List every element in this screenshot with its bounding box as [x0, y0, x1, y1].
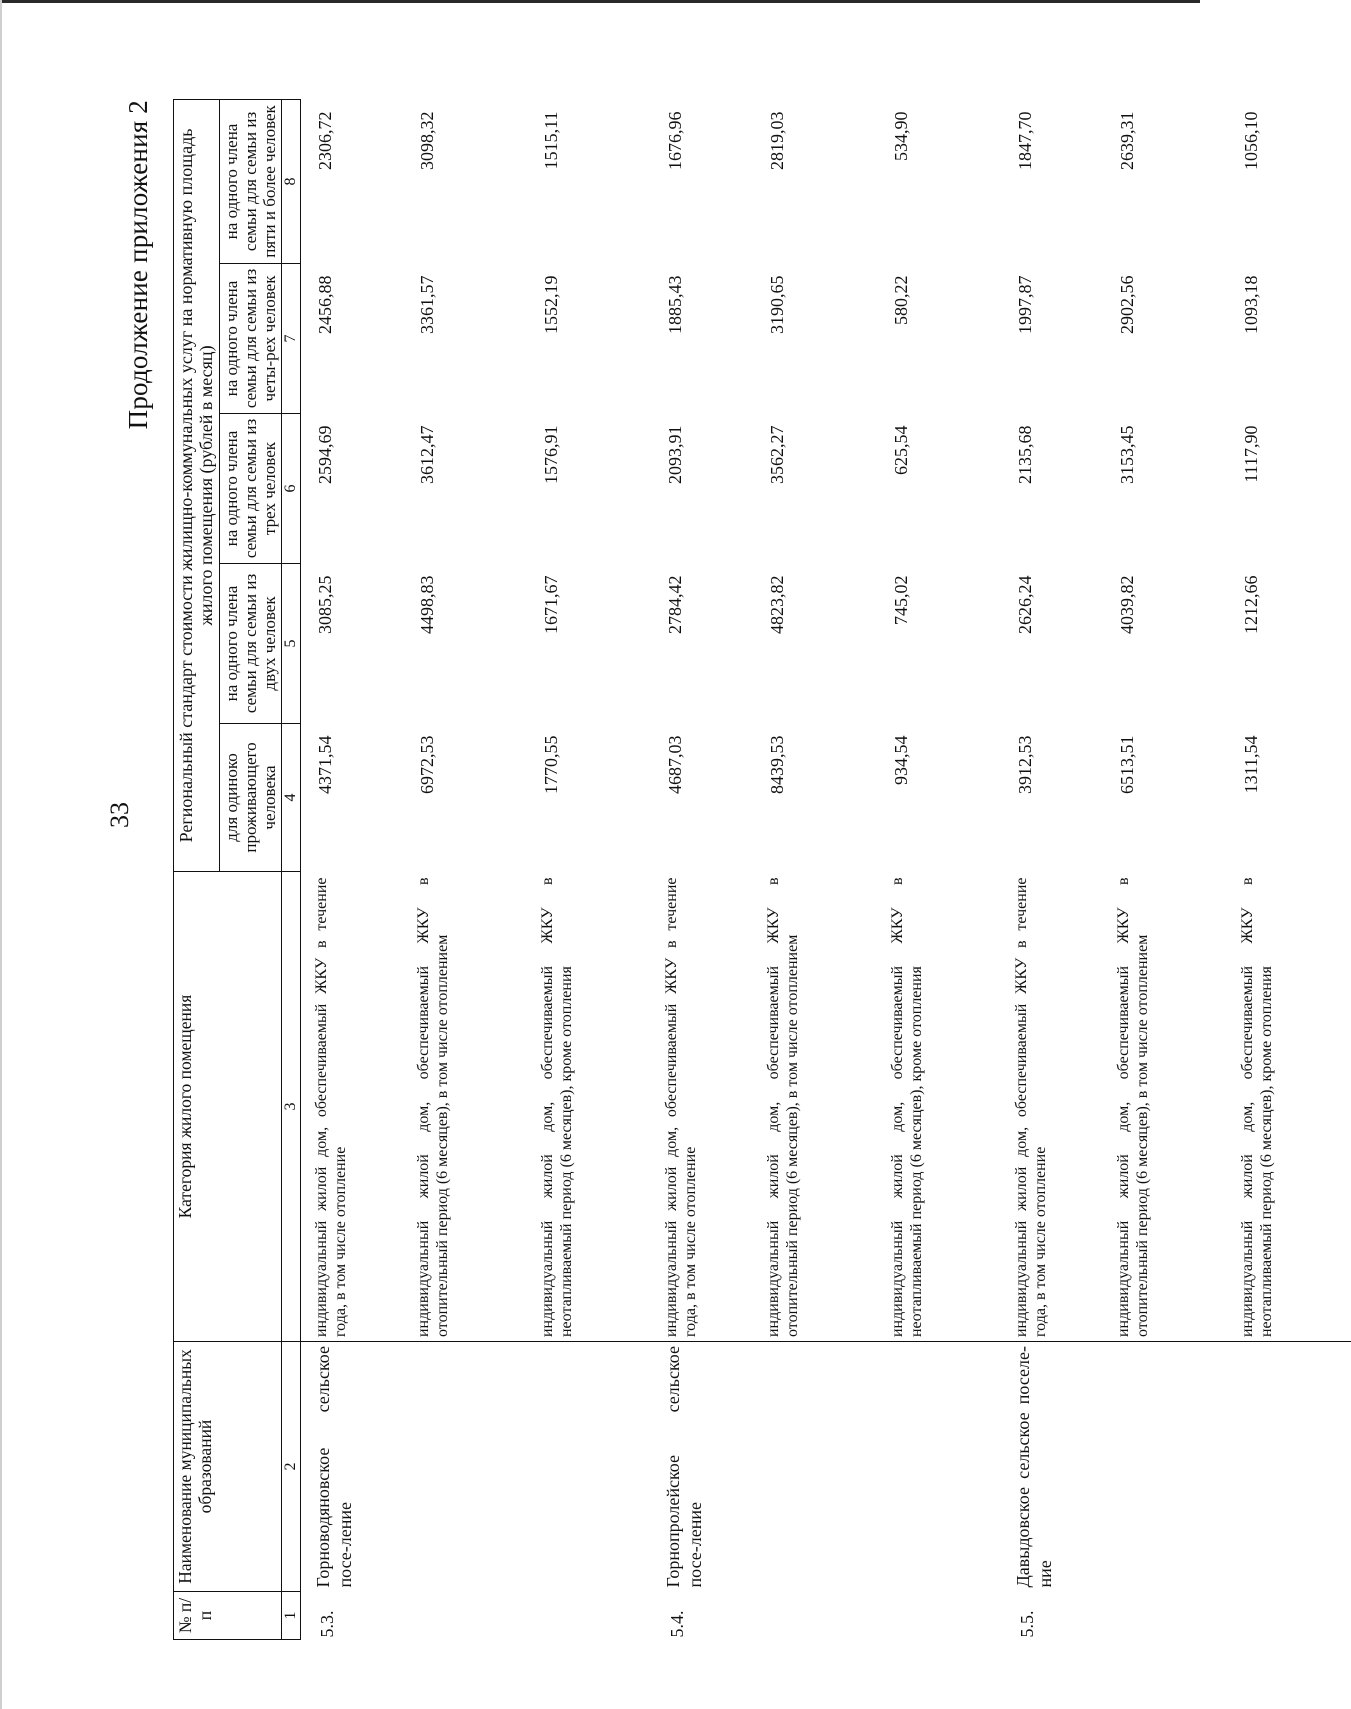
cost-value: 1770,55 — [541, 735, 562, 794]
cost-value: 1997,87 — [1015, 275, 1036, 334]
cost-value: 1552,19 — [541, 275, 562, 334]
housing-category: индивидуальный жилой дом, обеспечиваемый ЖКУ в отопительный период (6 месяцев), в том числе отоплением — [753, 872, 877, 1342]
housing-category: индивидуальный жилой дом, обеспечиваемый ЖКУ в отопительный период (6 месяцев), в том числе отоплением — [1103, 872, 1227, 1342]
housing-category: индивидуальный жилой дом, обеспечиваемый ЖКУ в неотапливаемый период (6 месяцев), кроме отопления — [877, 872, 1001, 1342]
column-number: 3 — [282, 872, 301, 1342]
column-number: 7 — [282, 264, 301, 414]
cost-value: 625,54 — [891, 425, 912, 475]
column-number: 8 — [282, 99, 301, 263]
annex-title: Продолжение приложения 2 — [123, 100, 153, 430]
cost-value: 3612,47 — [417, 425, 438, 484]
cost-value: 2093,91 — [665, 425, 686, 484]
column-number: 6 — [282, 414, 301, 564]
cost-value: 3562,27 — [767, 425, 788, 484]
cost-value: 2639,31 — [1117, 111, 1138, 170]
housing-category: индивидуальный жилой дом, обеспечиваемый ЖКУ в неотапливаемый период (6 месяцев), кроме отопления — [527, 872, 651, 1342]
table-row — [301, 99, 404, 1639]
cost-value: 745,02 — [891, 575, 912, 625]
cost-value: 3153,45 — [1117, 425, 1138, 484]
cost-value: 1671,67 — [541, 575, 562, 634]
cost-value: 2306,72 — [315, 111, 336, 170]
rotated-page — [105, 100, 1276, 1640]
cost-value: 4498,83 — [417, 575, 438, 634]
cost-value: 4687,03 — [665, 735, 686, 794]
cost-value: 3361,57 — [417, 275, 438, 334]
cost-value: 3085,25 — [315, 575, 336, 634]
cost-value: 1515,11 — [541, 111, 562, 170]
housing-category: индивидуальный жилой дом, обеспечиваемый ЖКУ в отопительный период (6 месяцев), в том числе отоплением — [403, 872, 527, 1342]
municipality-name: Горнопролейское сельское посе-ление — [663, 1346, 705, 1588]
cost-value: 3098,32 — [417, 111, 438, 170]
cost-value: 2594,69 — [315, 425, 336, 484]
cost-value: 2135,68 — [1015, 425, 1036, 484]
cost-value: 580,22 — [891, 275, 912, 325]
header-regional-standard: Региональный стандарт стоимости жилищно-коммунальных услуг на нормативную площадь жилого помещения (рублей в месяц) — [174, 99, 220, 871]
cost-value: 934,54 — [891, 735, 912, 785]
housing-category: индивидуальный жилой дом, обеспечиваемый ЖКУ в течение года, в том числе отопление — [301, 872, 404, 1342]
cost-value: 1847,70 — [1015, 111, 1036, 170]
cost-value: 2819,03 — [767, 111, 788, 170]
cost-value: 2626,24 — [1015, 575, 1036, 634]
cost-value: 2456,88 — [315, 275, 336, 334]
cost-value: 1117,90 — [1241, 425, 1262, 483]
cost-value: 1093,18 — [1241, 275, 1262, 334]
header-two-persons: на одного члена семьи для семьи из двух человек — [219, 564, 282, 724]
cost-value: 1676,96 — [665, 111, 686, 170]
housing-cost-table — [173, 99, 1351, 1640]
housing-category: индивидуальный жилой дом, обеспечиваемый ЖКУ в неотапливаемый период (6 месяцев), кроме отопления — [1227, 872, 1351, 1342]
row-index: 5.3. — [317, 1610, 338, 1638]
page-number: 33 — [105, 802, 134, 828]
row-index: 5.5. — [1017, 1610, 1038, 1638]
cost-value: 8439,53 — [767, 735, 788, 794]
header-five-persons: на одного члена семьи для семьи из пяти и более человек — [219, 99, 282, 263]
header-index: № п/п — [174, 1592, 282, 1640]
scan-edge-top — [0, 0, 1200, 3]
cost-value: 6513,51 — [1117, 735, 1138, 794]
municipality-name: Горноводяновское сельское посе-ление — [313, 1346, 355, 1588]
column-number: 4 — [282, 724, 301, 872]
column-number: 1 — [282, 1592, 301, 1640]
housing-category: индивидуальный жилой дом, обеспечиваемый ЖКУ в течение года, в том числе отопление — [1001, 872, 1103, 1342]
cost-value: 4371,54 — [315, 735, 336, 794]
cost-value: 6972,53 — [417, 735, 438, 794]
header-single: для одиноко проживающего человека — [219, 724, 282, 872]
column-number-row — [282, 99, 301, 1639]
column-number: 5 — [282, 564, 301, 724]
cost-value: 1576,91 — [541, 425, 562, 484]
housing-category: индивидуальный жилой дом, обеспечиваемый ЖКУ в течение года, в том числе отопление — [651, 872, 753, 1342]
scan-edge-left — [0, 0, 2, 1709]
table-row — [1001, 99, 1103, 1639]
header-municipality: Наименование муниципальных образований — [174, 1342, 282, 1592]
cost-value: 2902,56 — [1117, 275, 1138, 334]
cost-value: 1311,54 — [1241, 735, 1262, 794]
cost-value: 534,90 — [891, 111, 912, 161]
cost-value: 3190,65 — [767, 275, 788, 334]
cost-value: 4823,82 — [767, 575, 788, 634]
column-number: 2 — [282, 1342, 301, 1592]
row-index: 5.4. — [667, 1610, 688, 1638]
header-category: Категория жилого помещения — [174, 872, 282, 1342]
header-three-persons: на одного члена семьи для семьи из трех человек — [219, 414, 282, 564]
cost-value: 3912,53 — [1015, 735, 1036, 794]
cost-value: 4039,82 — [1117, 575, 1138, 634]
table-row — [651, 99, 753, 1639]
cost-value: 1212,66 — [1241, 575, 1262, 634]
header-four-persons: на одного члена семьи для семьи из четы-рех человек — [219, 264, 282, 414]
cost-value: 1056,10 — [1241, 111, 1262, 170]
cost-value: 1885,43 — [665, 275, 686, 334]
cost-value: 2784,42 — [665, 575, 686, 634]
municipality-name: Давыдовское сельское поселе-ние — [1013, 1346, 1055, 1588]
